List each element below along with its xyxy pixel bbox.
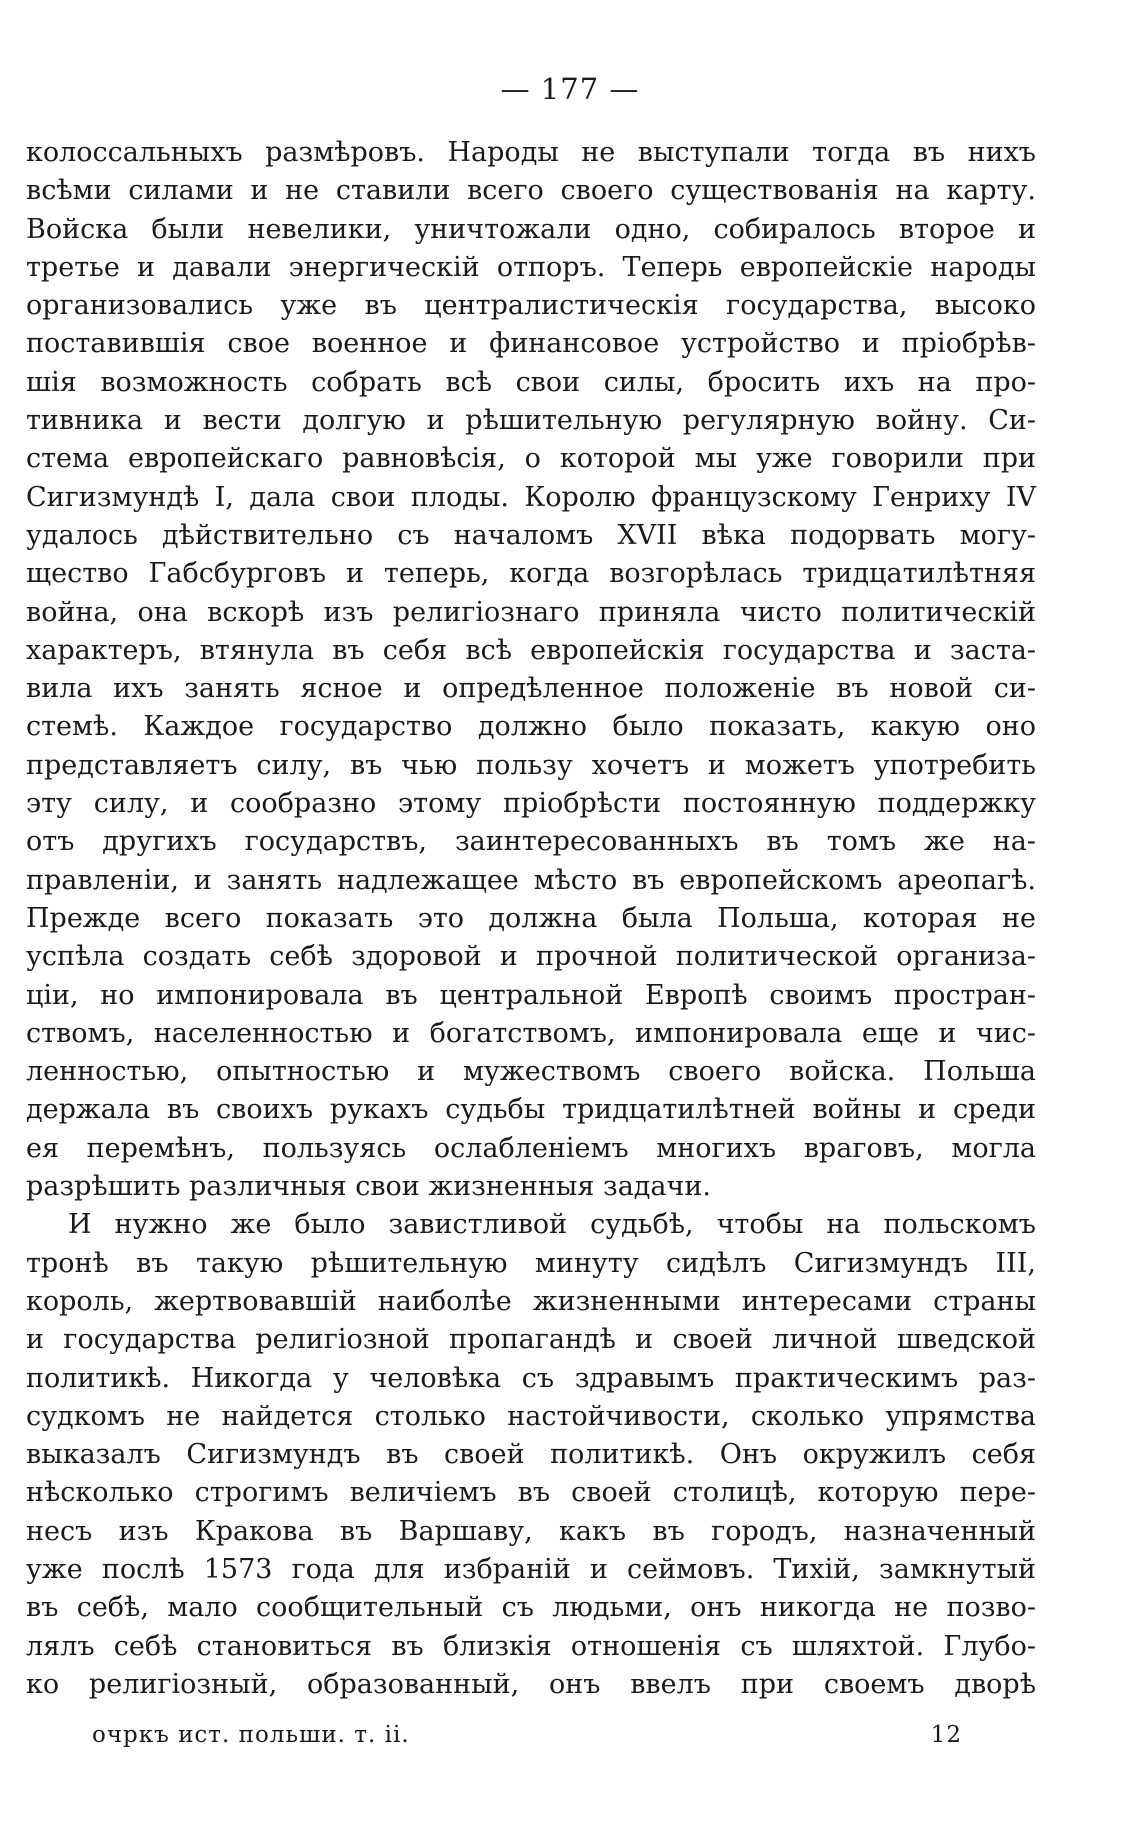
text-line: тронѣ въ такую рѣшительную минуту сидѣлъ Сигизмундъ III, [26, 1247, 1036, 1279]
text-line: король, жертвовавшій наиболѣе жизненными интересами страны [26, 1285, 1036, 1317]
text-line: выказалъ Сигизмундъ въ своей политикѣ. Онъ окружилъ себя [26, 1439, 1036, 1471]
text-line: ея перемѣнъ, пользуясь ослабленіемъ многихъ враговъ, могла [26, 1132, 1036, 1164]
text-line: тивника и вести долгую и рѣшительную регулярную войну. Си- [26, 405, 1036, 437]
text-line: держала въ своихъ рукахъ судьбы тридцатилѣтней войны и среди [26, 1094, 1036, 1126]
text-line: удалось дѣйствительно съ началомъ XVII вѣка подорвать могу- [26, 519, 1036, 551]
text-line: ствомъ, населенностью и богатствомъ, импонировала еще и чис- [26, 1017, 1036, 1049]
text-line: успѣла создать себѣ здоровой и прочной политической организа- [26, 941, 1036, 973]
text-line: вила ихъ занять ясное и опредѣленное положеніе въ новой си- [26, 673, 1036, 705]
text-line: война, она вскорѣ изъ религіознаго приняла чисто политическій [26, 596, 1036, 628]
text-line: Прежде всего показать это должна была Польша, которая не [26, 902, 1036, 934]
text-line: щество Габсбурговъ и теперь, когда возгорѣлась тридцатилѣтняя [26, 558, 1036, 590]
text-line: стемѣ. Каждое государство должно было показать, какую оно [26, 711, 1036, 743]
text-line: эту силу, и сообразно этому пріобрѣсти постоянную поддержку [26, 788, 1036, 820]
text-line: представляетъ силу, въ чью пользу хочетъ и можетъ употребить [26, 749, 1036, 781]
text-line: шія возможность собрать всѣ свои силы, бросить ихъ на про- [26, 366, 1036, 398]
text-line: Сигизмундѣ I, дала свои плоды. Королю французскому Генриху IV [26, 481, 1036, 513]
body-text [26, 134, 1036, 1704]
text-line: судкомъ не найдется столько настойчивости, сколько упрямства [26, 1400, 1036, 1432]
paragraph-first-line: И нужно же было завистливой судьбѣ, чтобы на польскомъ [68, 1209, 1036, 1241]
text-line: характеръ, втянула въ себя всѣ европейскія государства и заста- [26, 634, 1036, 666]
text-line: правленіи, и занять надлежащее мѣсто въ европейскомъ ареопагѣ. [26, 864, 1036, 896]
text-line: въ себѣ, мало сообщительный съ людьми, онъ никогда не позво- [26, 1592, 1036, 1624]
text-line: всѣми силами и не ставили всего своего существованія на карту. [26, 175, 1036, 207]
text-line: колоссальныхъ размѣровъ. Народы не выступали тогда въ нихъ [26, 137, 1036, 168]
signature-mark: очркъ ист. польши. т. ii. [92, 1722, 410, 1748]
text-line: третье и давали энергическій отпоръ. Теперь европейскіе народы [26, 251, 1036, 283]
text-line: организовались уже въ централистическія государства, высоко [26, 290, 1036, 322]
text-line: Войска были невелики, уничтожали одно, собиралось второе и [26, 213, 1036, 245]
sheet-number: 12 [930, 1722, 962, 1748]
text-line: поставившія свое военное и финансовое устройство и пріобрѣв- [26, 328, 1036, 360]
text-line: стема европейскаго равновѣсія, о которой мы уже говорили при [26, 443, 1036, 475]
text-line: ціи, но импонировала въ центральной Европѣ своимъ простран- [26, 979, 1036, 1011]
text-line: уже послѣ 1573 года для избраній и сеймовъ. Тихій, замкнутый [26, 1553, 1036, 1585]
text-line: и государства религіозной пропагандѣ и своей личной шведской [26, 1324, 1036, 1356]
text-line: нѣсколько строгимъ величіемъ въ своей столицѣ, которую пере- [26, 1477, 1036, 1509]
page-footer [92, 1722, 962, 1748]
page-number: — 177 — [500, 72, 640, 106]
text-line: лялъ себѣ становиться въ близкія отношенія съ шляхтой. Глубо- [26, 1630, 1036, 1662]
text-line: политикѣ. Никогда у человѣка съ здравымъ практическимъ раз- [26, 1362, 1036, 1394]
text-line: несъ изъ Кракова въ Варшаву, какъ въ городъ, назначенный [26, 1515, 1036, 1547]
paragraph-last-line: разрѣшить различныя свои жизненныя задачи. [26, 1171, 711, 1203]
text-line: ленностью, опытностью и мужествомъ своего войска. Польша [26, 1056, 1036, 1088]
text-line: отъ другихъ государствъ, заинтересованныхъ въ томъ же на- [26, 826, 1036, 858]
text-line: ко религіозный, образованный, онъ ввелъ при своемъ дворѣ [26, 1668, 1036, 1700]
